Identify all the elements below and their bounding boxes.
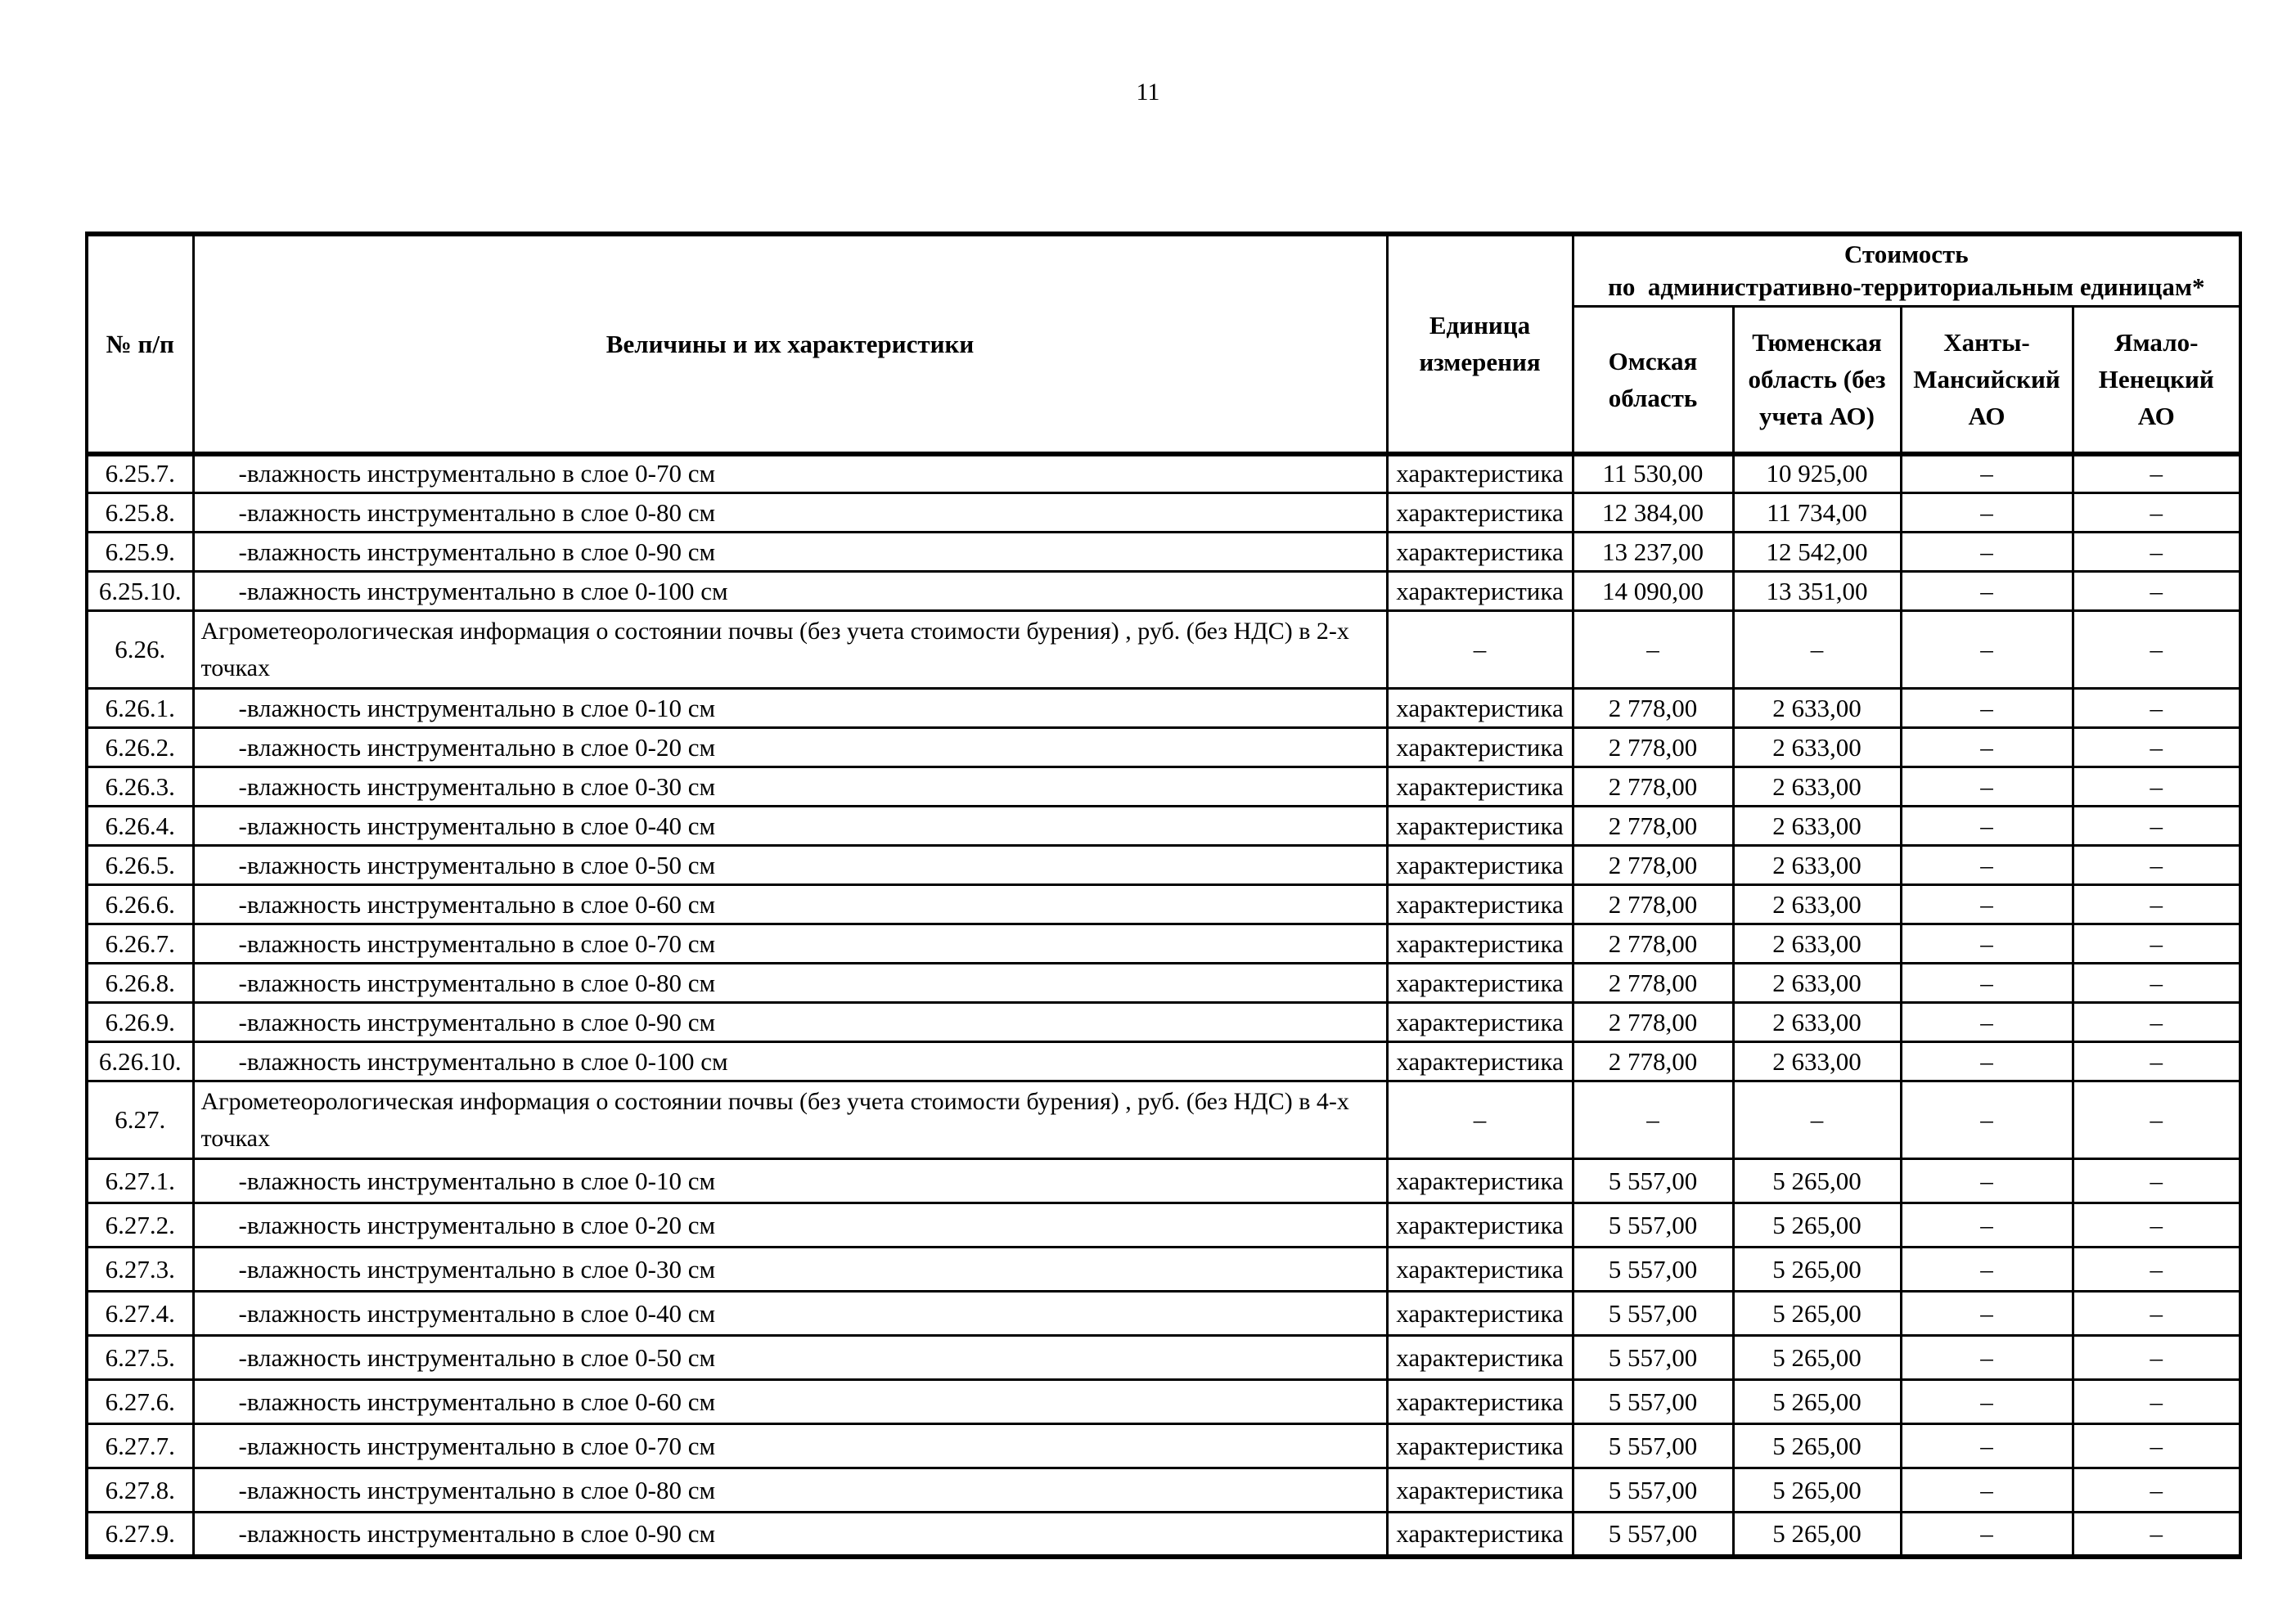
header-region-yamal: Ямало-Ненецкий АО (2073, 307, 2240, 454)
table-row (87, 1203, 2240, 1248)
table-row (87, 728, 2240, 767)
value-cell-omsk: 2 778,00 (1573, 846, 1733, 885)
value-cell-omsk: 2 778,00 (1573, 885, 1733, 924)
value-cell-tyumen: 2 633,00 (1733, 767, 1901, 807)
unit-cell: характеристика (1387, 493, 1573, 533)
unit-cell: характеристика (1387, 807, 1573, 846)
description-cell: Агрометеорологическая информация о состоянии почвы (без учета стоимости бурения) , руб. (без НДС) в 2-х точках (193, 611, 1387, 689)
value-cell-khanty: – (1901, 493, 2073, 533)
table-row (87, 689, 2240, 728)
value-cell-omsk: 2 778,00 (1573, 689, 1733, 728)
value-cell-khanty: – (1901, 689, 2073, 728)
value-cell-tyumen: 2 633,00 (1733, 924, 1901, 964)
value-cell-tyumen: 2 633,00 (1733, 689, 1901, 728)
unit-cell: характеристика (1387, 1468, 1573, 1513)
value-cell-khanty: – (1901, 728, 2073, 767)
value-cell-yamal: – (2073, 767, 2240, 807)
header-unit-cell: Единица измерения (1387, 234, 1573, 454)
unit-cell: характеристика (1387, 1424, 1573, 1468)
value-cell-yamal: – (2073, 1336, 2240, 1380)
value-cell-tyumen: 11 734,00 (1733, 493, 1901, 533)
row-number-cell: 6.25.10. (87, 572, 193, 611)
row-number-cell: 6.26.9. (87, 1003, 193, 1042)
unit-cell: характеристика (1387, 1336, 1573, 1380)
header-region-khanty: Ханты-Мансийский АО (1901, 307, 2073, 454)
description-cell: -влажность инструментально в слое 0-50 см (193, 846, 1387, 885)
value-cell-tyumen: 5 265,00 (1733, 1292, 1901, 1336)
value-cell-omsk: – (1573, 611, 1733, 689)
value-cell-khanty: – (1901, 454, 2073, 493)
table-row (87, 1424, 2240, 1468)
value-cell-tyumen: 2 633,00 (1733, 728, 1901, 767)
value-cell-yamal: – (2073, 689, 2240, 728)
unit-cell: характеристика (1387, 1248, 1573, 1292)
row-number-cell: 6.27.6. (87, 1380, 193, 1424)
value-cell-tyumen: 13 351,00 (1733, 572, 1901, 611)
unit-cell: характеристика (1387, 846, 1573, 885)
value-cell-omsk: 2 778,00 (1573, 924, 1733, 964)
description-cell: -влажность инструментально в слое 0-30 см (193, 1248, 1387, 1292)
unit-cell: характеристика (1387, 885, 1573, 924)
value-cell-yamal: – (2073, 924, 2240, 964)
unit-cell: характеристика (1387, 767, 1573, 807)
value-cell-tyumen: 10 925,00 (1733, 454, 1901, 493)
description-cell: -влажность инструментально в слое 0-70 см (193, 1424, 1387, 1468)
cost-group-title-line2: по административно-территориальным единицам* (1608, 272, 2205, 301)
value-cell-khanty: – (1901, 1336, 2073, 1380)
value-cell-omsk: – (1573, 1081, 1733, 1159)
row-number-cell: 6.27.7. (87, 1424, 193, 1468)
row-number-cell: 6.26.8. (87, 964, 193, 1003)
header-num-cell: № п/п (87, 234, 193, 454)
description-cell: -влажность инструментально в слое 0-20 см (193, 1203, 1387, 1248)
row-number-cell: 6.26.5. (87, 846, 193, 885)
value-cell-khanty: – (1901, 1292, 2073, 1336)
description-cell: -влажность инструментально в слое 0-60 см (193, 885, 1387, 924)
value-cell-omsk: 11 530,00 (1573, 454, 1733, 493)
table-header (87, 234, 2240, 454)
description-cell: -влажность инструментально в слое 0-40 см (193, 1292, 1387, 1336)
value-cell-omsk: 2 778,00 (1573, 728, 1733, 767)
value-cell-omsk: 14 090,00 (1573, 572, 1733, 611)
value-cell-yamal: – (2073, 964, 2240, 1003)
value-cell-omsk: 2 778,00 (1573, 807, 1733, 846)
table-row (87, 611, 2240, 689)
value-cell-yamal: – (2073, 1042, 2240, 1081)
row-number-cell: 6.26.2. (87, 728, 193, 767)
row-number-cell: 6.26. (87, 611, 193, 689)
value-cell-khanty: – (1901, 885, 2073, 924)
table-row (87, 964, 2240, 1003)
value-cell-tyumen: 5 265,00 (1733, 1380, 1901, 1424)
table-row (87, 924, 2240, 964)
unit-cell: – (1387, 1081, 1573, 1159)
table-row (87, 493, 2240, 533)
unit-cell: характеристика (1387, 1203, 1573, 1248)
value-cell-khanty: – (1901, 611, 2073, 689)
description-cell: -влажность инструментально в слое 0-90 см (193, 533, 1387, 572)
value-cell-tyumen: 5 265,00 (1733, 1159, 1901, 1203)
value-cell-tyumen: 2 633,00 (1733, 1003, 1901, 1042)
description-cell: -влажность инструментально в слое 0-50 см (193, 1336, 1387, 1380)
unit-cell: характеристика (1387, 1042, 1573, 1081)
value-cell-omsk: 2 778,00 (1573, 1042, 1733, 1081)
row-number-cell: 6.25.7. (87, 454, 193, 493)
value-cell-yamal: – (2073, 1203, 2240, 1248)
value-cell-omsk: 13 237,00 (1573, 533, 1733, 572)
table-body (87, 454, 2240, 1557)
value-cell-khanty: – (1901, 1159, 2073, 1203)
header-region-omsk: Омская область (1573, 307, 1733, 454)
cost-group-title-line1: Стоимость (1844, 240, 1969, 268)
value-cell-omsk: 5 557,00 (1573, 1159, 1733, 1203)
value-cell-tyumen: 5 265,00 (1733, 1248, 1901, 1292)
description-cell: -влажность инструментально в слое 0-10 см (193, 689, 1387, 728)
table-row (87, 572, 2240, 611)
value-cell-omsk: 5 557,00 (1573, 1336, 1733, 1380)
row-number-cell: 6.27.1. (87, 1159, 193, 1203)
unit-cell: характеристика (1387, 964, 1573, 1003)
description-cell: -влажность инструментально в слое 0-10 см (193, 1159, 1387, 1203)
value-cell-tyumen: 2 633,00 (1733, 1042, 1901, 1081)
row-number-cell: 6.25.8. (87, 493, 193, 533)
value-cell-tyumen: 2 633,00 (1733, 846, 1901, 885)
table-row (87, 1081, 2240, 1159)
table-row (87, 1248, 2240, 1292)
table-row (87, 767, 2240, 807)
row-number-cell: 6.27.4. (87, 1292, 193, 1336)
description-cell: -влажность инструментально в слое 0-30 см (193, 767, 1387, 807)
value-cell-yamal: – (2073, 807, 2240, 846)
unit-cell: характеристика (1387, 454, 1573, 493)
value-cell-tyumen: 2 633,00 (1733, 964, 1901, 1003)
value-cell-khanty: – (1901, 964, 2073, 1003)
value-cell-yamal: – (2073, 1468, 2240, 1513)
value-cell-khanty: – (1901, 1468, 2073, 1513)
value-cell-yamal: – (2073, 1248, 2240, 1292)
unit-cell: характеристика (1387, 1003, 1573, 1042)
unit-cell: характеристика (1387, 1380, 1573, 1424)
value-cell-omsk: 5 557,00 (1573, 1424, 1733, 1468)
description-cell: -влажность инструментально в слое 0-80 см (193, 964, 1387, 1003)
row-number-cell: 6.26.1. (87, 689, 193, 728)
value-cell-yamal: – (2073, 1003, 2240, 1042)
value-cell-tyumen: 5 265,00 (1733, 1513, 1901, 1557)
value-cell-khanty: – (1901, 807, 2073, 846)
header-region-tyumen: Тюменская область (без учета АО) (1733, 307, 1901, 454)
table-row (87, 1380, 2240, 1424)
value-cell-khanty: – (1901, 1248, 2073, 1292)
value-cell-yamal: – (2073, 1292, 2240, 1336)
value-cell-khanty: – (1901, 1042, 2073, 1081)
description-cell: -влажность инструментально в слое 0-100 см (193, 572, 1387, 611)
table-row (87, 807, 2240, 846)
unit-cell: характеристика (1387, 533, 1573, 572)
unit-cell: – (1387, 611, 1573, 689)
value-cell-yamal: – (2073, 1513, 2240, 1557)
row-number-cell: 6.27. (87, 1081, 193, 1159)
value-cell-yamal: – (2073, 533, 2240, 572)
table-row (87, 1336, 2240, 1380)
value-cell-yamal: – (2073, 572, 2240, 611)
value-cell-omsk: 5 557,00 (1573, 1468, 1733, 1513)
value-cell-yamal: – (2073, 728, 2240, 767)
value-cell-yamal: – (2073, 885, 2240, 924)
table-row (87, 1292, 2240, 1336)
row-number-cell: 6.27.9. (87, 1513, 193, 1557)
unit-cell: характеристика (1387, 689, 1573, 728)
page-number: 11 (1136, 79, 1160, 106)
value-cell-omsk: 2 778,00 (1573, 1003, 1733, 1042)
table-row (87, 846, 2240, 885)
value-cell-omsk: 12 384,00 (1573, 493, 1733, 533)
value-cell-yamal: – (2073, 454, 2240, 493)
value-cell-khanty: – (1901, 1081, 2073, 1159)
table-row (87, 454, 2240, 493)
unit-cell: характеристика (1387, 1292, 1573, 1336)
row-number-cell: 6.26.10. (87, 1042, 193, 1081)
value-cell-khanty: – (1901, 1424, 2073, 1468)
value-cell-omsk: 2 778,00 (1573, 964, 1733, 1003)
value-cell-tyumen: 2 633,00 (1733, 885, 1901, 924)
value-cell-khanty: – (1901, 1380, 2073, 1424)
description-cell: -влажность инструментально в слое 0-100 см (193, 1042, 1387, 1081)
description-cell: -влажность инструментально в слое 0-90 см (193, 1003, 1387, 1042)
value-cell-tyumen: – (1733, 1081, 1901, 1159)
table-row (87, 1468, 2240, 1513)
value-cell-yamal: – (2073, 1159, 2240, 1203)
description-cell: -влажность инструментально в слое 0-40 см (193, 807, 1387, 846)
value-cell-omsk: 5 557,00 (1573, 1248, 1733, 1292)
row-number-cell: 6.27.2. (87, 1203, 193, 1248)
value-cell-tyumen: 5 265,00 (1733, 1203, 1901, 1248)
value-cell-omsk: 2 778,00 (1573, 767, 1733, 807)
description-cell: -влажность инструментально в слое 0-90 см (193, 1513, 1387, 1557)
value-cell-tyumen: 12 542,00 (1733, 533, 1901, 572)
row-number-cell: 6.26.4. (87, 807, 193, 846)
value-cell-omsk: 5 557,00 (1573, 1513, 1733, 1557)
value-cell-tyumen: 5 265,00 (1733, 1468, 1901, 1513)
description-cell: Агрометеорологическая информация о состоянии почвы (без учета стоимости бурения) , руб. (без НДС) в 4-х точках (193, 1081, 1387, 1159)
table-row (87, 533, 2240, 572)
value-cell-tyumen: – (1733, 611, 1901, 689)
unit-cell: характеристика (1387, 1513, 1573, 1557)
value-cell-yamal: – (2073, 1081, 2240, 1159)
row-number-cell: 6.25.9. (87, 533, 193, 572)
value-cell-khanty: – (1901, 1203, 2073, 1248)
table-row (87, 1042, 2240, 1081)
unit-cell: характеристика (1387, 1159, 1573, 1203)
value-cell-yamal: – (2073, 611, 2240, 689)
value-cell-yamal: – (2073, 1424, 2240, 1468)
description-cell: -влажность инструментально в слое 0-70 см (193, 454, 1387, 493)
row-number-cell: 6.26.7. (87, 924, 193, 964)
value-cell-yamal: – (2073, 1380, 2240, 1424)
value-cell-khanty: – (1901, 846, 2073, 885)
value-cell-yamal: – (2073, 493, 2240, 533)
value-cell-omsk: 5 557,00 (1573, 1292, 1733, 1336)
cost-table (85, 232, 2242, 1559)
row-number-cell: 6.27.3. (87, 1248, 193, 1292)
header-cost-group-cell (1573, 234, 2240, 307)
value-cell-tyumen: 2 633,00 (1733, 807, 1901, 846)
table-row (87, 1003, 2240, 1042)
row-number-cell: 6.26.6. (87, 885, 193, 924)
value-cell-tyumen: 5 265,00 (1733, 1424, 1901, 1468)
table-row (87, 885, 2240, 924)
value-cell-khanty: – (1901, 533, 2073, 572)
unit-cell: характеристика (1387, 728, 1573, 767)
description-cell: -влажность инструментально в слое 0-80 см (193, 1468, 1387, 1513)
value-cell-khanty: – (1901, 1003, 2073, 1042)
value-cell-khanty: – (1901, 572, 2073, 611)
table-row (87, 1159, 2240, 1203)
description-cell: -влажность инструментально в слое 0-20 см (193, 728, 1387, 767)
description-cell: -влажность инструментально в слое 0-60 см (193, 1380, 1387, 1424)
unit-cell: характеристика (1387, 572, 1573, 611)
row-number-cell: 6.27.5. (87, 1336, 193, 1380)
value-cell-khanty: – (1901, 767, 2073, 807)
description-cell: -влажность инструментально в слое 0-70 см (193, 924, 1387, 964)
value-cell-omsk: 5 557,00 (1573, 1203, 1733, 1248)
value-cell-omsk: 5 557,00 (1573, 1380, 1733, 1424)
value-cell-khanty: – (1901, 924, 2073, 964)
value-cell-khanty: – (1901, 1513, 2073, 1557)
unit-cell: характеристика (1387, 924, 1573, 964)
value-cell-tyumen: 5 265,00 (1733, 1336, 1901, 1380)
header-desc-cell: Величины и их характеристики (193, 234, 1387, 454)
row-number-cell: 6.27.8. (87, 1468, 193, 1513)
row-number-cell: 6.26.3. (87, 767, 193, 807)
table-row (87, 1513, 2240, 1557)
description-cell: -влажность инструментально в слое 0-80 см (193, 493, 1387, 533)
value-cell-yamal: – (2073, 846, 2240, 885)
